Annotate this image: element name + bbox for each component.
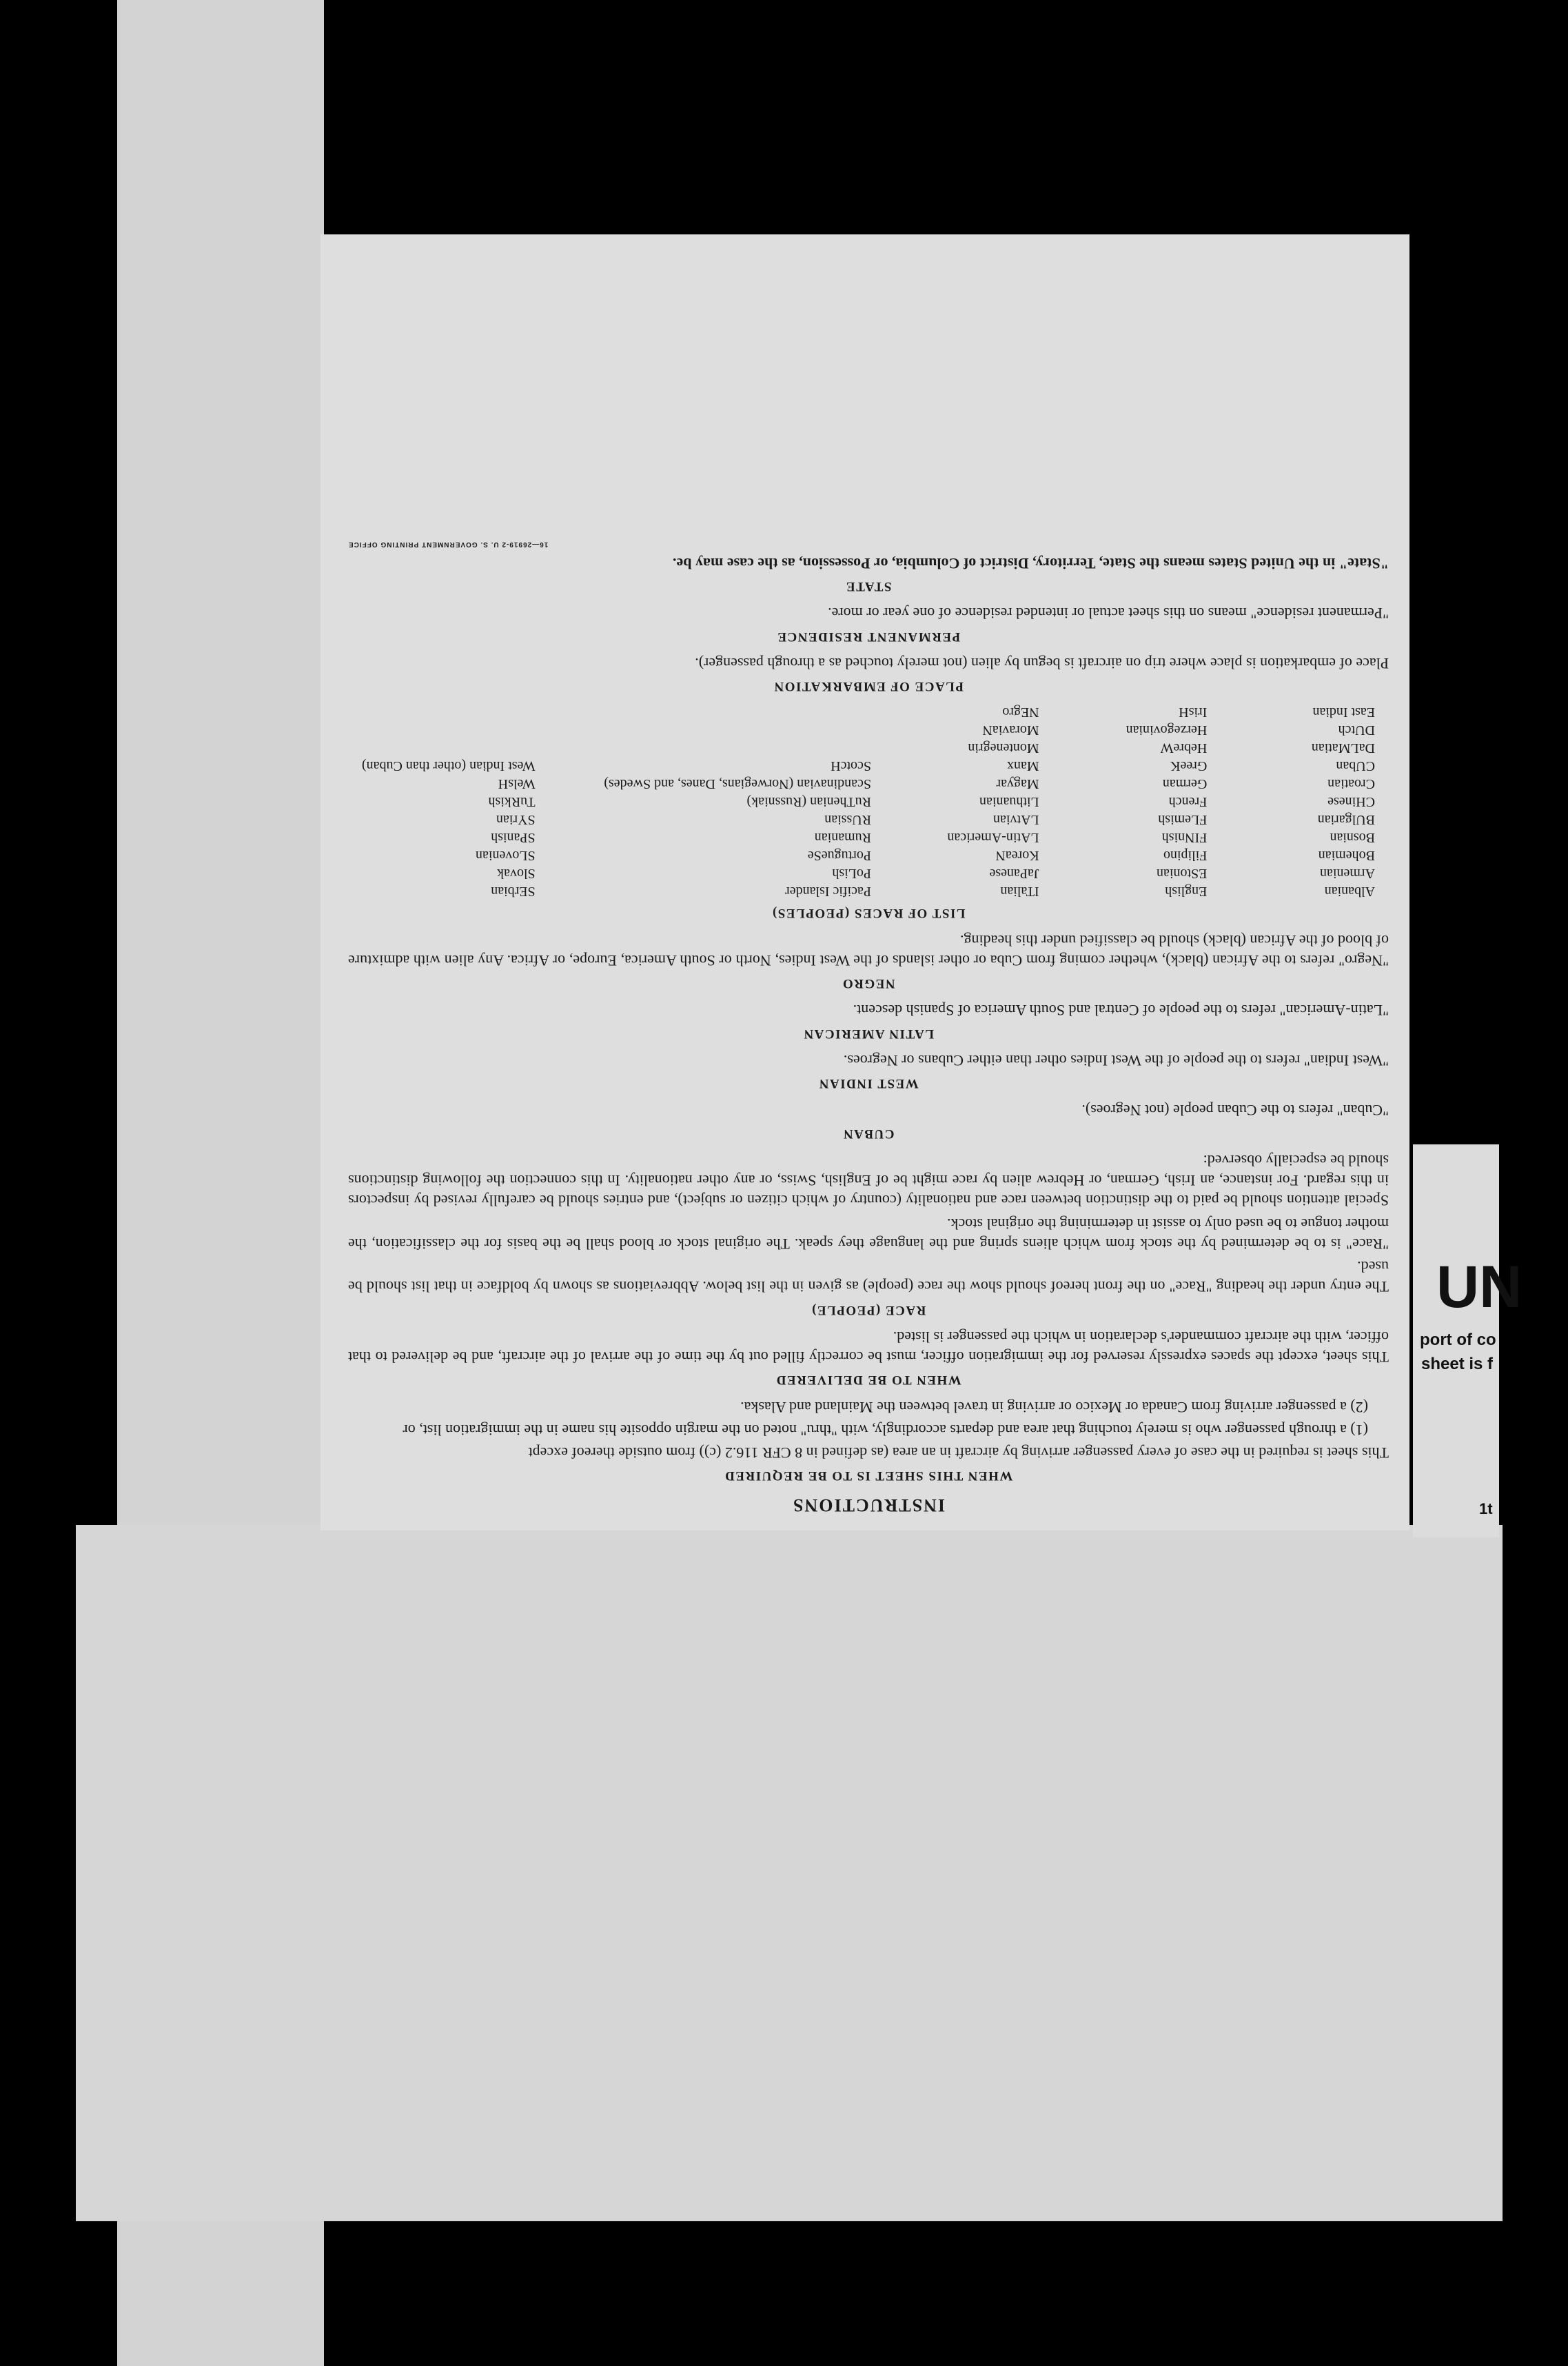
section-heading: LIST OF RACES (PEOPLES)	[771, 906, 966, 921]
race-entry: RuThenian (Russniak)	[746, 794, 871, 810]
paragraph: Special attention should be paid to the distinction between race and nationality (country of which citizen or subject), and entries should be carefully revised by inspectors in this regard. For instance, an Irish, German, or Hebrew alien by race might be of English, Swiss, or any other nationality. In this connection the following distinctions should be especially observed:	[348, 1151, 1389, 1210]
race-entry: West Indian (other than Cuban)	[362, 758, 536, 774]
race-entry: IrisH	[1179, 705, 1208, 720]
section-heading: CUBAN	[842, 1126, 895, 1141]
paragraph: "West Indian" refers to the people of the West Indies other than either Cubans or Negroes.	[843, 1051, 1389, 1069]
paragraph: "Race" is to be determined by the stock from which aliens spring and the language they speak. The original stock or blood shall be the basis for the classification, the mother tongue to be used only to assist in determining the original stock.	[348, 1215, 1389, 1253]
race-entry: WelsH	[498, 776, 536, 792]
race-column	[542, 703, 871, 900]
race-entry: BUlgarian	[1317, 812, 1375, 828]
race-list	[348, 703, 1389, 900]
section-heading: PERMANENT RESIDENCE	[776, 629, 961, 644]
underlying-sheet-fragment: 1t	[1479, 1500, 1493, 1517]
race-entry: KoreaN	[995, 848, 1039, 864]
underlying-sheet-fragment: port of co	[1420, 1331, 1496, 1349]
race-entry: PortugueSe	[807, 848, 871, 864]
race-entry: Bosnian	[1330, 830, 1375, 846]
race-entry: Magyar	[996, 776, 1039, 792]
race-entry: Rumanian	[814, 830, 871, 846]
race-entry: PoLish	[832, 866, 871, 882]
section-heading: NEGRO	[842, 976, 895, 991]
race-entry: CHinese	[1327, 794, 1375, 810]
section-heading: RACE (PEOPLE)	[811, 1302, 926, 1317]
paragraph: "State" in the United States means the State, Territory, District of Columbia, or Possession, as the case may be.	[673, 554, 1389, 572]
race-entry: DUtch	[1338, 722, 1375, 738]
sheet-title: INSTRUCTIONS	[792, 1495, 945, 1515]
list-item: (2) a passenger arriving from Canada or Mexico or arriving in travel between the Mainland and Alaska.	[740, 1398, 1368, 1416]
paragraph: "Latin-American" refers to the people of Central and South America of Spanish descent.	[853, 1002, 1389, 1020]
paragraph: Place of embarkation is place where trip on aircraft is begun by alien (not merely touched as a through passenger).	[695, 654, 1389, 672]
race-entry: JaPanese	[989, 866, 1039, 882]
section-heading: LATIN AMERICAN	[802, 1026, 935, 1041]
race-entry: Manx	[1007, 758, 1039, 774]
race-entry: SYrian	[496, 812, 536, 828]
race-entry: Bohemian	[1318, 848, 1375, 864]
race-entry: LAtvian	[993, 812, 1039, 828]
race-entry: Filipino	[1163, 848, 1208, 864]
list-item: (1) a through passenger who is merely touching that area and departs accordingly, with "thru" noted on the margin opposite his name in the immigration list, or	[403, 1421, 1368, 1439]
section-heading: WHEN THIS SHEET IS TO BE REQUIRED	[724, 1468, 1013, 1484]
race-entry: MoraviaN	[982, 722, 1039, 738]
race-entry: HebreW	[1160, 740, 1208, 756]
race-entry: SErbian	[491, 884, 536, 900]
race-column	[1046, 703, 1208, 900]
race-entry: French	[1168, 794, 1208, 810]
instruction-content-rotated	[348, 276, 1389, 1517]
race-entry: Lithuanian	[979, 794, 1039, 810]
race-entry: Croatian	[1327, 776, 1375, 792]
race-entry: SPanish	[491, 830, 536, 846]
race-entry: Armenian	[1320, 866, 1375, 882]
paragraph: The entry under the heading "Race" on the front hereof should show the race (people) as given in the list below. Abbreviations as shown by boldface in that list should be used.	[348, 1258, 1389, 1296]
paragraph: "Permanent residence" means on this sheet actual or intended residence of one year or more.	[828, 605, 1389, 623]
paragraph: This sheet is required in the case of every passenger arriving by aircraft in an area (as defined in 8 CFR 116.2 (c)) from outside thereof except	[528, 1444, 1389, 1462]
race-entry: SLovenian	[476, 848, 536, 864]
race-column	[1214, 703, 1375, 900]
race-entry: FINnish	[1161, 830, 1208, 846]
race-entry: Scandinavian (Norwegians, Danes, and Swedes)	[604, 776, 871, 792]
section-heading: STATE	[845, 579, 892, 594]
printer-imprint: 16—26919-2 U. S. GOVERNMENT PRINTING OFFICE	[348, 540, 549, 549]
race-entry: DaLMatian	[1311, 740, 1375, 756]
backing-card	[76, 1525, 1503, 2221]
section-heading: PLACE OF EMBARKATION	[773, 679, 964, 694]
race-entry: German	[1162, 776, 1208, 792]
underlying-sheet-fragment: sheet is f	[1421, 1355, 1494, 1373]
section-heading: WHEN TO BE DELIVERED	[775, 1373, 961, 1388]
race-entry: English	[1165, 884, 1208, 900]
race-entry: TuRkish	[488, 794, 536, 810]
race-entry: Pacific Islander	[785, 884, 871, 900]
race-entry: Albanian	[1324, 884, 1375, 900]
race-entry: CUban	[1336, 758, 1375, 774]
race-entry: GreeK	[1170, 758, 1208, 774]
race-entry: ITalian	[1000, 884, 1039, 900]
paragraph: "Negro" refers to the African (black), whether coming from Cuba or other islands of the West Indies, North or South America, Europe, or Africa. Any alien with admixture of blood of the African (black) should be classified under this heading.	[348, 931, 1389, 969]
race-entry: FLemish	[1158, 812, 1208, 828]
race-entry: Montenegrin	[968, 740, 1039, 756]
race-entry: ScotcH	[831, 758, 871, 774]
race-entry: EStonian	[1157, 866, 1208, 882]
instruction-sheet	[320, 234, 1409, 1530]
race-entry: LAtin-American	[947, 830, 1039, 846]
race-entry: Slovak	[497, 866, 536, 882]
section-heading: WEST INDIAN	[818, 1076, 919, 1091]
race-entry: RUssian	[824, 812, 871, 828]
paragraph: This sheet, except the spaces expressly reserved for the immigration officer, must be correctly filled out by the time of the arrival of the aircraft, and be delivered to that officer, with the aircraft commander's declaration in which the passenger is listed.	[348, 1328, 1389, 1366]
underlying-sheet	[1413, 1144, 1523, 1537]
race-entry: East Indian	[1312, 705, 1375, 720]
paragraph: "Cuban" refers to the Cuban people (not Negroes).	[1081, 1102, 1389, 1120]
race-entry: Herzegovinian	[1126, 722, 1208, 738]
race-column	[362, 703, 536, 900]
race-entry: NEgro	[1002, 705, 1039, 720]
underlying-sheet-fragment: UN	[1436, 1254, 1523, 1320]
race-column	[878, 703, 1039, 900]
